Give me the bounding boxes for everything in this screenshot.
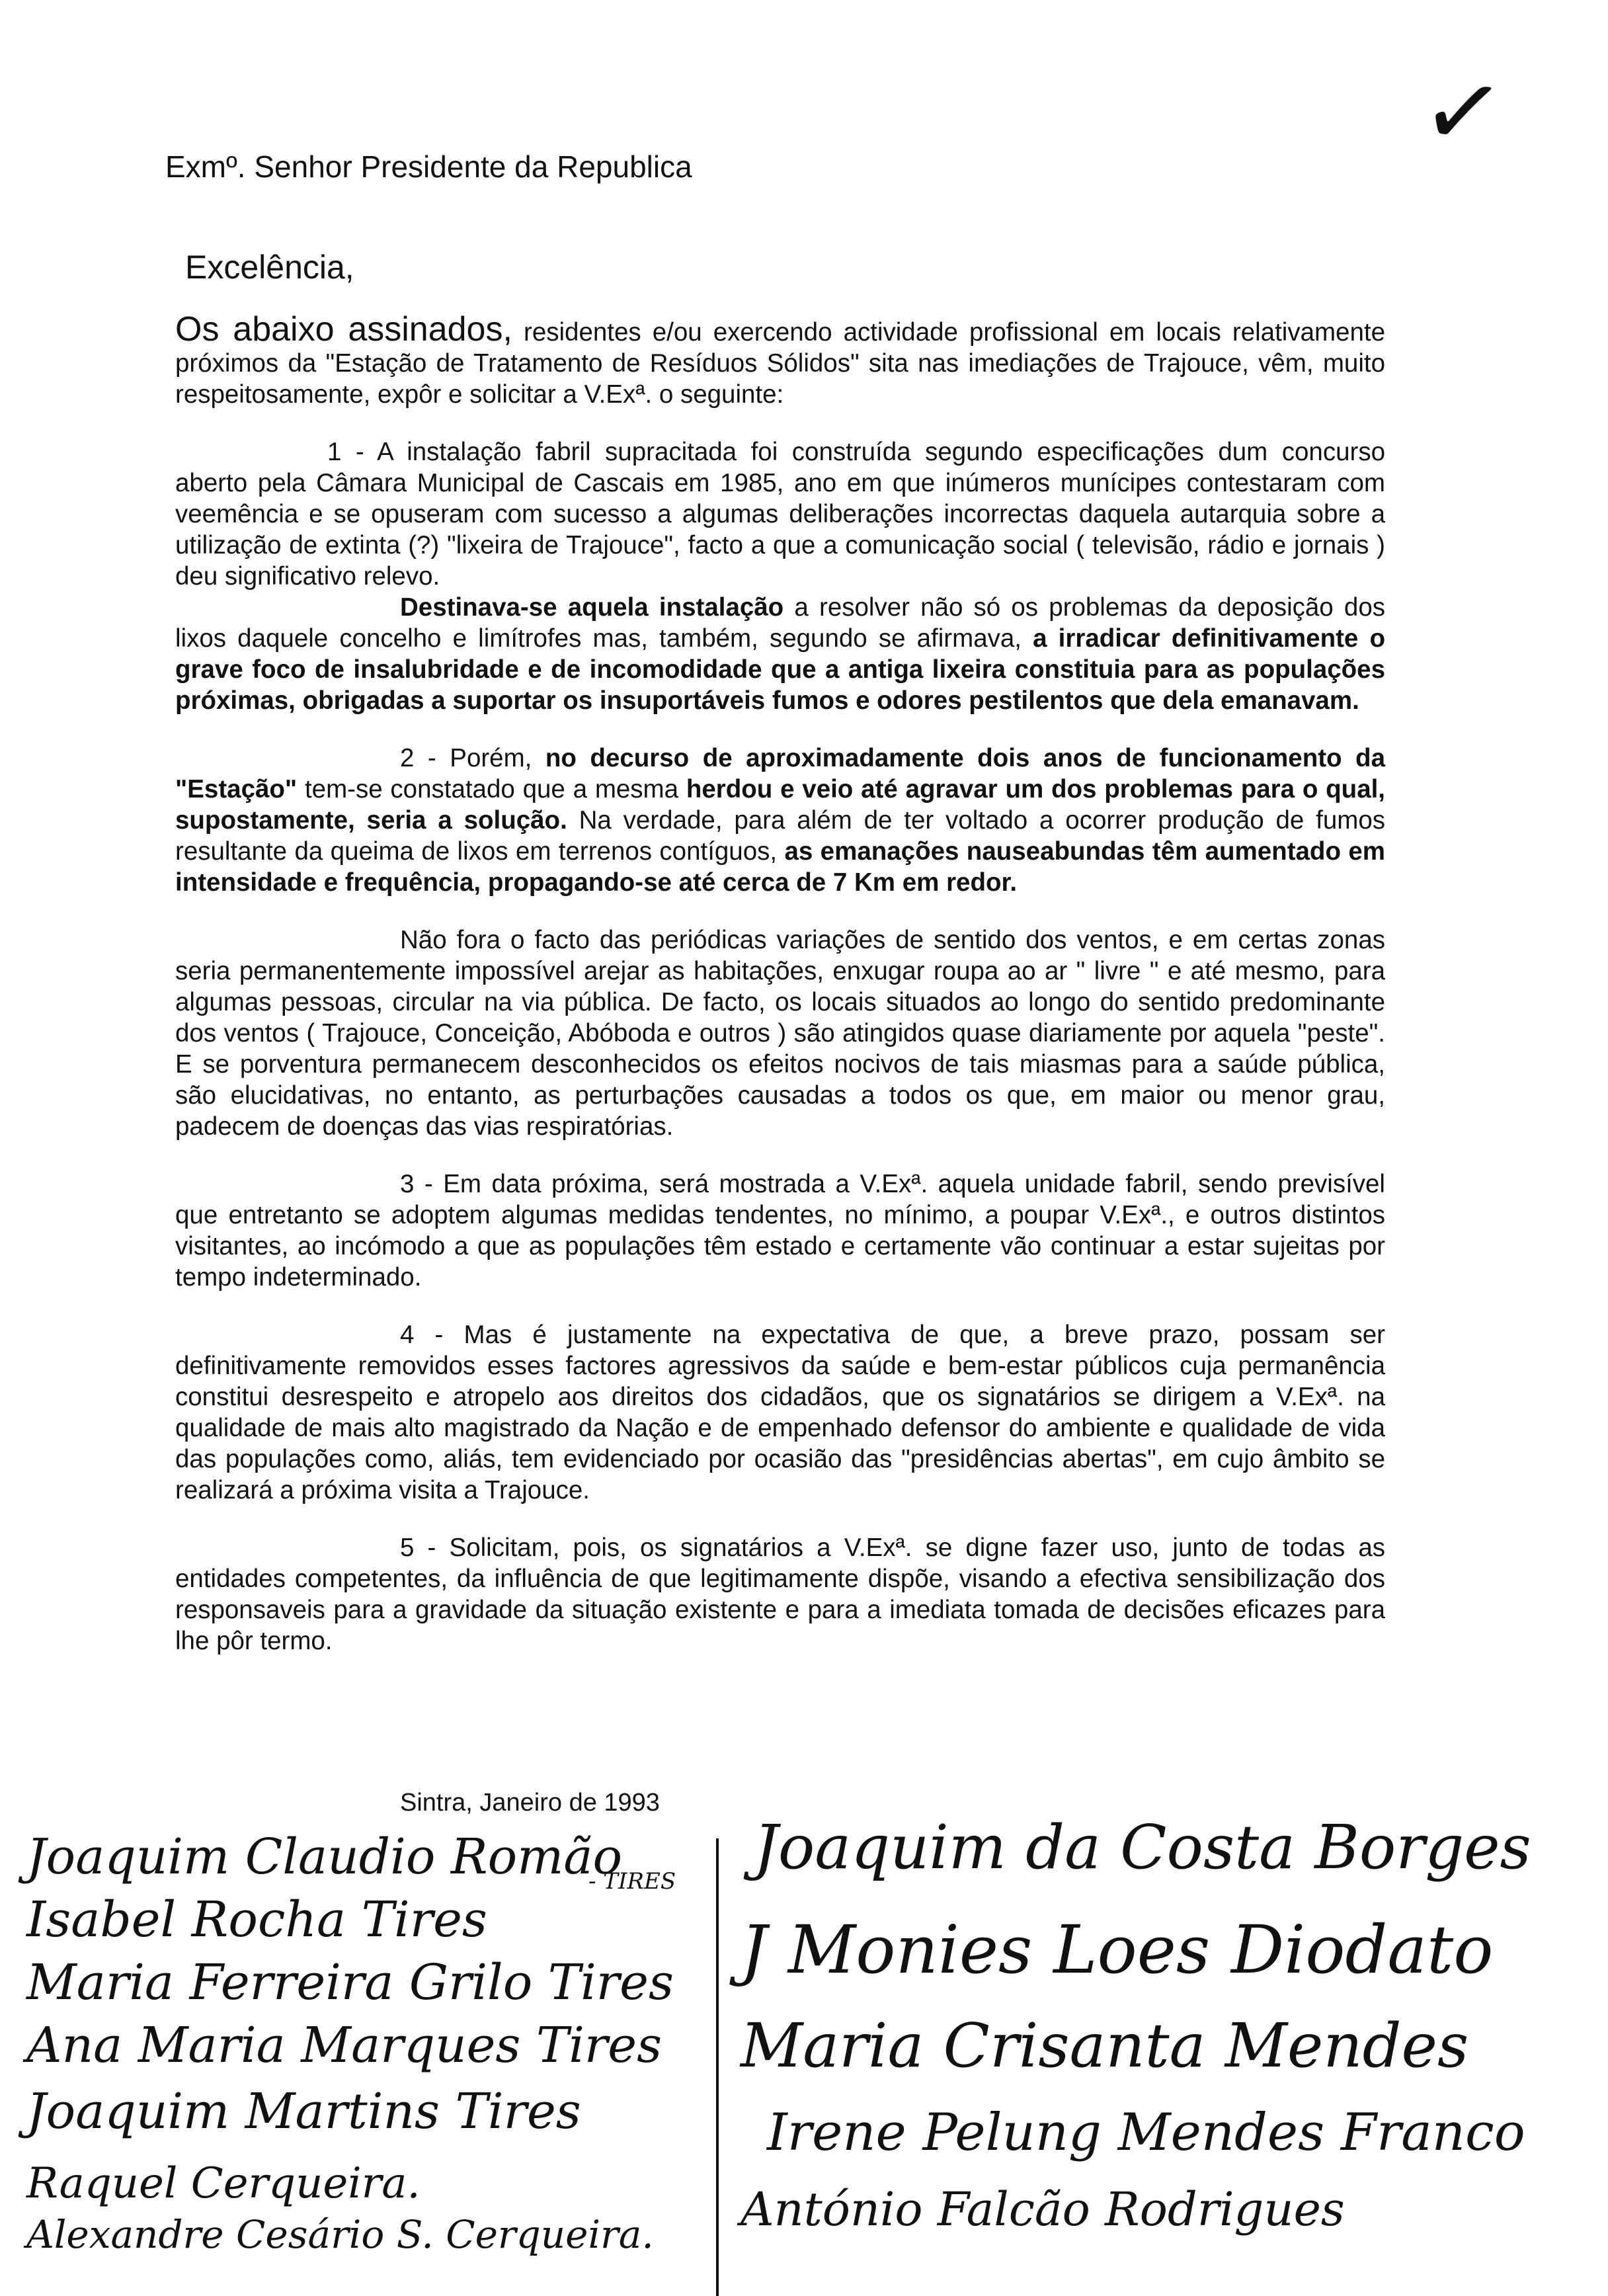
p1-bold-1: Destinava-se aquela instalação [400,593,784,622]
paragraph-2 [175,743,1385,898]
letter-body [175,310,1385,1683]
p2-text-1: 2 - Porém, [400,744,545,772]
intro-lead: Os abaixo assinados, [175,310,512,348]
signature-left-6: Raquel Cerqueira. [26,2159,421,2208]
p2-bold-1: no decurso de aproximadamente dois anos de funcionamento da "Estação" [175,744,1385,803]
paragraph-4: 4 - Mas é justamente na expectativa de que, a breve prazo, possam ser definitivamente removidos esses factores agressivos da saúde e bem-estar públicos cuja permanência constitui desrespeito e atropelo aos direitos dos cidadãos, que os signatários se dirigem a V.Exª. na qualidade de mais alto magistrado da Nação e de empenhado defensor do ambiente e qualidade de vida das populações como, aliás, tem evidenciado por ocasião das "presidências abertas", em cujo âmbito se realizará a próxima visita a Trajouce. [175,1321,1385,1504]
signature-right-4: Irene Pelung Mendes Franco [767,2103,1525,2162]
paragraph-5: 5 - Solicitam, pois, os signatários a V.Exª. se digne fazer uso, junto de todas as entidades competentes, da influência de que legitimamente dispõe, visando a efectiva sensibilização dos responsaveis para a gravidade da situação existente e para a imediata tomada de decisões eficazes para lhe pôr termo. [175,1534,1385,1655]
paragraph-3: 3 - Em data próxima, será mostrada a V.Exª. aquela unidade fabril, sendo previsível que entretanto se adoptem algumas medidas tendentes, no mínimo, a poupar V.Exª., e outros distintos visitantes, ao incómodo a que as populações têm estado e certamente vão continuar a estar sujeitas por tempo indeterminado. [175,1170,1385,1292]
signature-left-5: Joaquim Martins Tires [26,2083,581,2140]
signature-left-3: Maria Ferreira Grilo Tires [26,1954,674,2011]
paragraph-2-continuation: Não fora o facto das periódicas variações de sentido dos ventos, e em certas zonas seria permanentemente impossível arejar as habitações, enxugar roupa ao ar " livre " e até mesmo, para algumas pessoas, circular na via pública. De facto, os locais situados ao longo do sentido predominante dos ventos ( Trajouce, Conceição, Abóboda e outros ) são atingidos quase diariamente por aquela "peste". E se porventura permanecem desconhecidos os efeitos nocivos de tais miasmas para a saúde pública, são elucidativas, no entanto, as perturbações causadas a todos os que, em maior ou menor grau, padecem de doenças das vias respiratórias. [175,926,1385,1141]
signature-left-7: Alexandre Cesário S. Cerqueira. [26,2212,654,2257]
signature-left-2: Isabel Rocha Tires [26,1891,487,1948]
signature-right-3: Maria Crisanta Mendes [741,2010,1469,2081]
p2-text-2: tem-se constatado que a mesma [297,775,686,803]
check-mark: ✓ [1414,50,1513,175]
p2-bold-2: herdou e veio até agravar um dos problemas para o qual, supostamente, seria a solução. [175,775,1385,835]
p2-text-3: Na verdade, para além de ter voltado a ocorrer produção de fumos resultante da queima de lixos em terrenos contíguos, [175,806,1385,866]
salutation: Exmº. Senhor Presidente da Republica [165,149,692,184]
greeting: Excelência, [185,249,354,286]
p1-bold-2: a irradicar definitivamente o grave foco de insalubridade e de incomodidade que a antiga lixeira constituia para as populações próximas, obrigadas a suportar os insuportáveis fumos e odores pestilentos que dela emanavam. [175,624,1385,715]
signature-right-2: J Monies Loes Diodato [741,1911,1494,1988]
signature-divider [716,1838,719,2296]
signature-right-5: António Falcão Rodrigues [741,2182,1345,2236]
intro-paragraph [175,310,1385,410]
paragraph-1-continuation [175,592,1385,716]
paragraph-1: 1 - A instalação fabril supracitada foi construída segundo especificações dum concurso aberto pela Câmara Municipal de Cascais em 1985, ano em que inúmeros munícipes contestaram com veemência e se opuseram com sucesso a algumas deliberações incorrectas daquela autarquia sobre a utilização de extinta (?) "lixeira de Trajouce", facto a que a comunicação social ( televisão, rádio e jornais ) deu significativo relevo. [175,438,1385,591]
p1-text-1: a resolver não só os problemas da deposição dos lixos daquele concelho e limítrofes mas, também, segundo se afirmava, [175,593,1385,653]
signature-note: - TIRES [588,1868,676,1895]
place-date: Sintra, Janeiro de 1993 [400,1789,660,1817]
signature-left-1: Joaquim Claudio Romão [26,1828,623,1885]
intro-text: residentes e/ou exercendo actividade profissional em locais relativamente próximos da "Estação de Tratamento de Resíduos Sólidos" sita nas imediações de Trajouce, vêm, muito respeitosamente, expôr e solicitar a V.Exª. o seguinte: [175,318,1385,409]
signature-right-1: Joaquim da Costa Borges [754,1812,1531,1883]
p2-bold-3: as emanações nauseabundas têm aumentado em intensidade e frequência, propagando-se até cerca de 7 Km em redor. [175,837,1385,897]
signature-left-4: Ana Maria Marques Tires [26,2017,663,2074]
